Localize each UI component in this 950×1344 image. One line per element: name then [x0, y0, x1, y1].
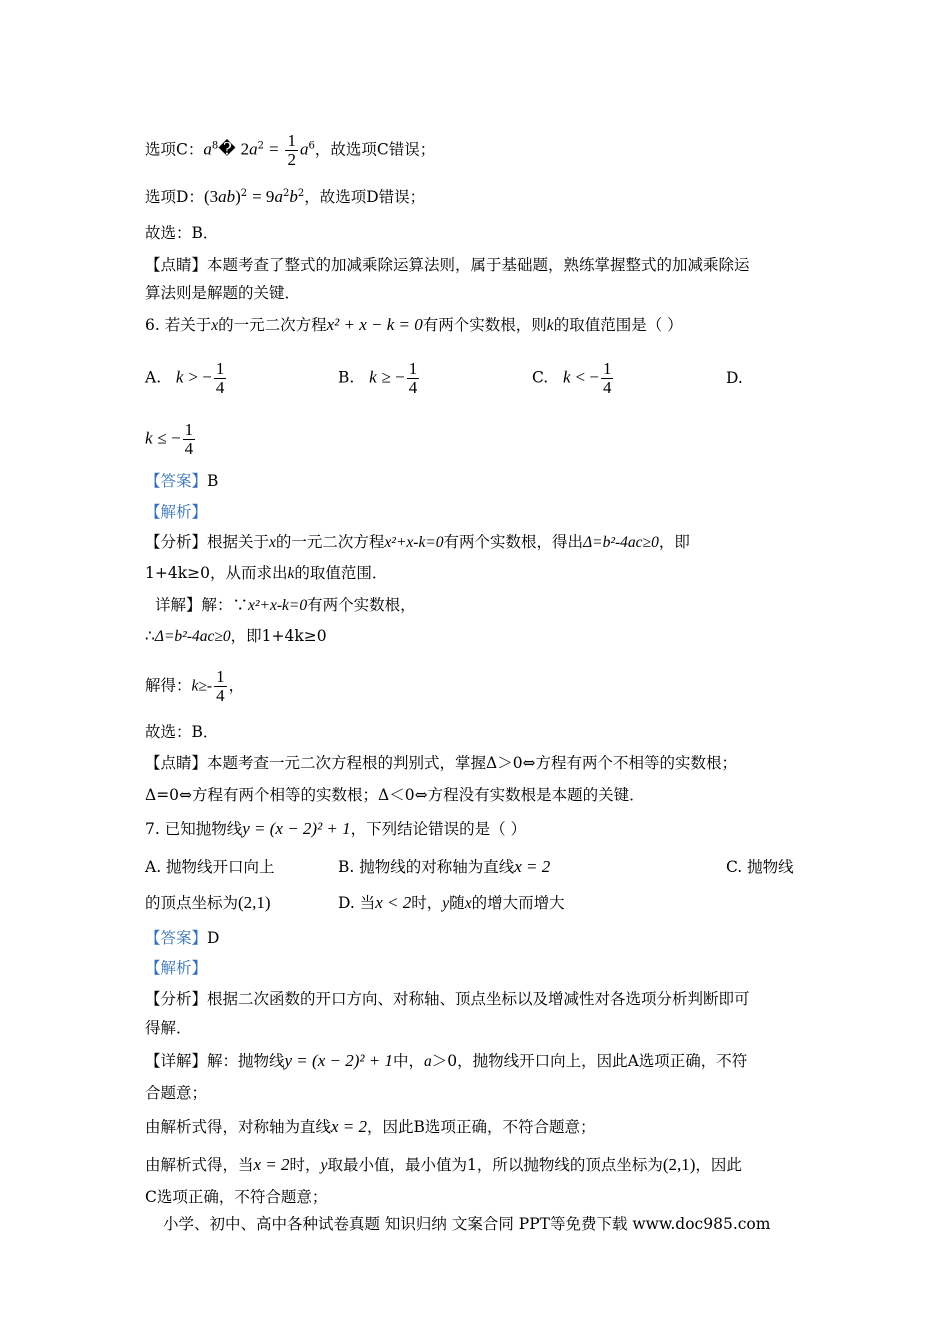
answer-6: 【答案】B: [145, 472, 219, 490]
q6-option-d-label: D.: [726, 369, 743, 387]
note-1a: 【点睛】本题考查了整式的加减乘除运算法则，属于基础题，熟练掌握整式的加减乘除运: [145, 256, 750, 274]
note-2a: 【点睛】本题考查一元二次方程根的判别式，掌握Δ＞0⇔方程有两个不相等的实数根；: [145, 754, 738, 772]
note-1b: 算法则是解题的关键．: [145, 284, 301, 302]
q7-option-a: A. 抛物线开口向上: [145, 858, 275, 876]
q6-option-c: C. k < − $\frac{1}{4}$: [532, 359, 612, 397]
q6-option-d: k ≤ − $\frac{1}{4}$: [145, 420, 194, 458]
q7-option-c-label: C. 抛物线: [726, 858, 794, 876]
choose-2: 故选：B．: [145, 723, 219, 741]
fenxi-7-line1: 【分析】根据二次函数的开口方向、对称轴、顶点坐标以及增减性对各选项分析判断即可: [145, 990, 750, 1008]
question-7-stem: 7. 已知抛物线y = (x − 2)² + 1，下列结论错误的是（ ）: [145, 819, 527, 838]
note-2b: Δ=0⇔方程有两个相等的实数根；Δ＜0⇔方程没有实数根是本题的关键．: [145, 786, 645, 804]
solve-6: 解得：k≥- $\frac{1}{4}$ ，: [145, 667, 245, 705]
vertex-line2: C选项正确，不符合题意；: [145, 1188, 328, 1206]
q7-option-b: B. 抛物线的对称轴为直线x = 2: [338, 857, 551, 876]
fenxi-7-line2: 得解．: [145, 1019, 192, 1037]
question-6-stem: 6. 若关于x的一元二次方程x² + x − k = 0有两个实数根，则k的取值范围是（ ）: [145, 315, 683, 334]
symmetry-line: 由解析式得，对称轴为直线x = 2，因此B选项正确，不符合题意；: [145, 1117, 596, 1136]
q7-option-c: 的顶点坐标为(2,1): [145, 893, 271, 912]
therefore-6: ∴Δ=b²-4ac≥0，即1+4k≥0: [145, 627, 327, 645]
fenxi-6-line2: 1+4k≥0，从而求出k的取值范围．: [145, 564, 388, 582]
q6-option-b: B. k ≥ − $\frac{1}{4}$: [338, 359, 418, 397]
xiangjie-7-line2: 合题意；: [145, 1084, 208, 1102]
choose-1: 故选：B．: [145, 224, 219, 242]
fenxi-6-line1: 【分析】根据关于x的一元二次方程x²+x-k=0有两个实数根，得出Δ=b²-4ac≥0，即: [145, 533, 690, 551]
answer-7: 【答案】D: [145, 929, 220, 947]
page-footer: 小学、初中、高中各种试卷真题 知识归纳 文案合同 PPT等免费下载 www.doc985.com: [163, 1215, 771, 1233]
q6-option-a: A. k > − $\frac{1}{4}$: [145, 359, 225, 397]
analysis-6-tag: 【解析】: [145, 503, 208, 521]
xiangjie-6: 详解】解：∵x²+x-k=0有两个实数根，: [155, 596, 416, 614]
vertex-line1: 由解析式得，当x = 2时，y取最小值，最小值为1，所以抛物线的顶点坐标为(2,1)，因此: [145, 1155, 742, 1174]
option-c-line: 选项C：$a^8�$ $2a^2$ = $\frac{1}{2}$ $a^6$，故选项C错误；: [145, 131, 436, 169]
option-d-line: 选项D：$(3ab)^2 = 9a^2b^2$，故选项D错误；: [145, 187, 426, 206]
q7-option-d: D. 当x < 2时，y随x的增大而增大: [338, 893, 565, 912]
analysis-7-tag: 【解析】: [145, 959, 208, 977]
xiangjie-7-line1: 【详解】解：抛物线y = (x − 2)² + 1中，a＞0，抛物线开口向上，因此A选项正确，不符: [145, 1051, 748, 1070]
